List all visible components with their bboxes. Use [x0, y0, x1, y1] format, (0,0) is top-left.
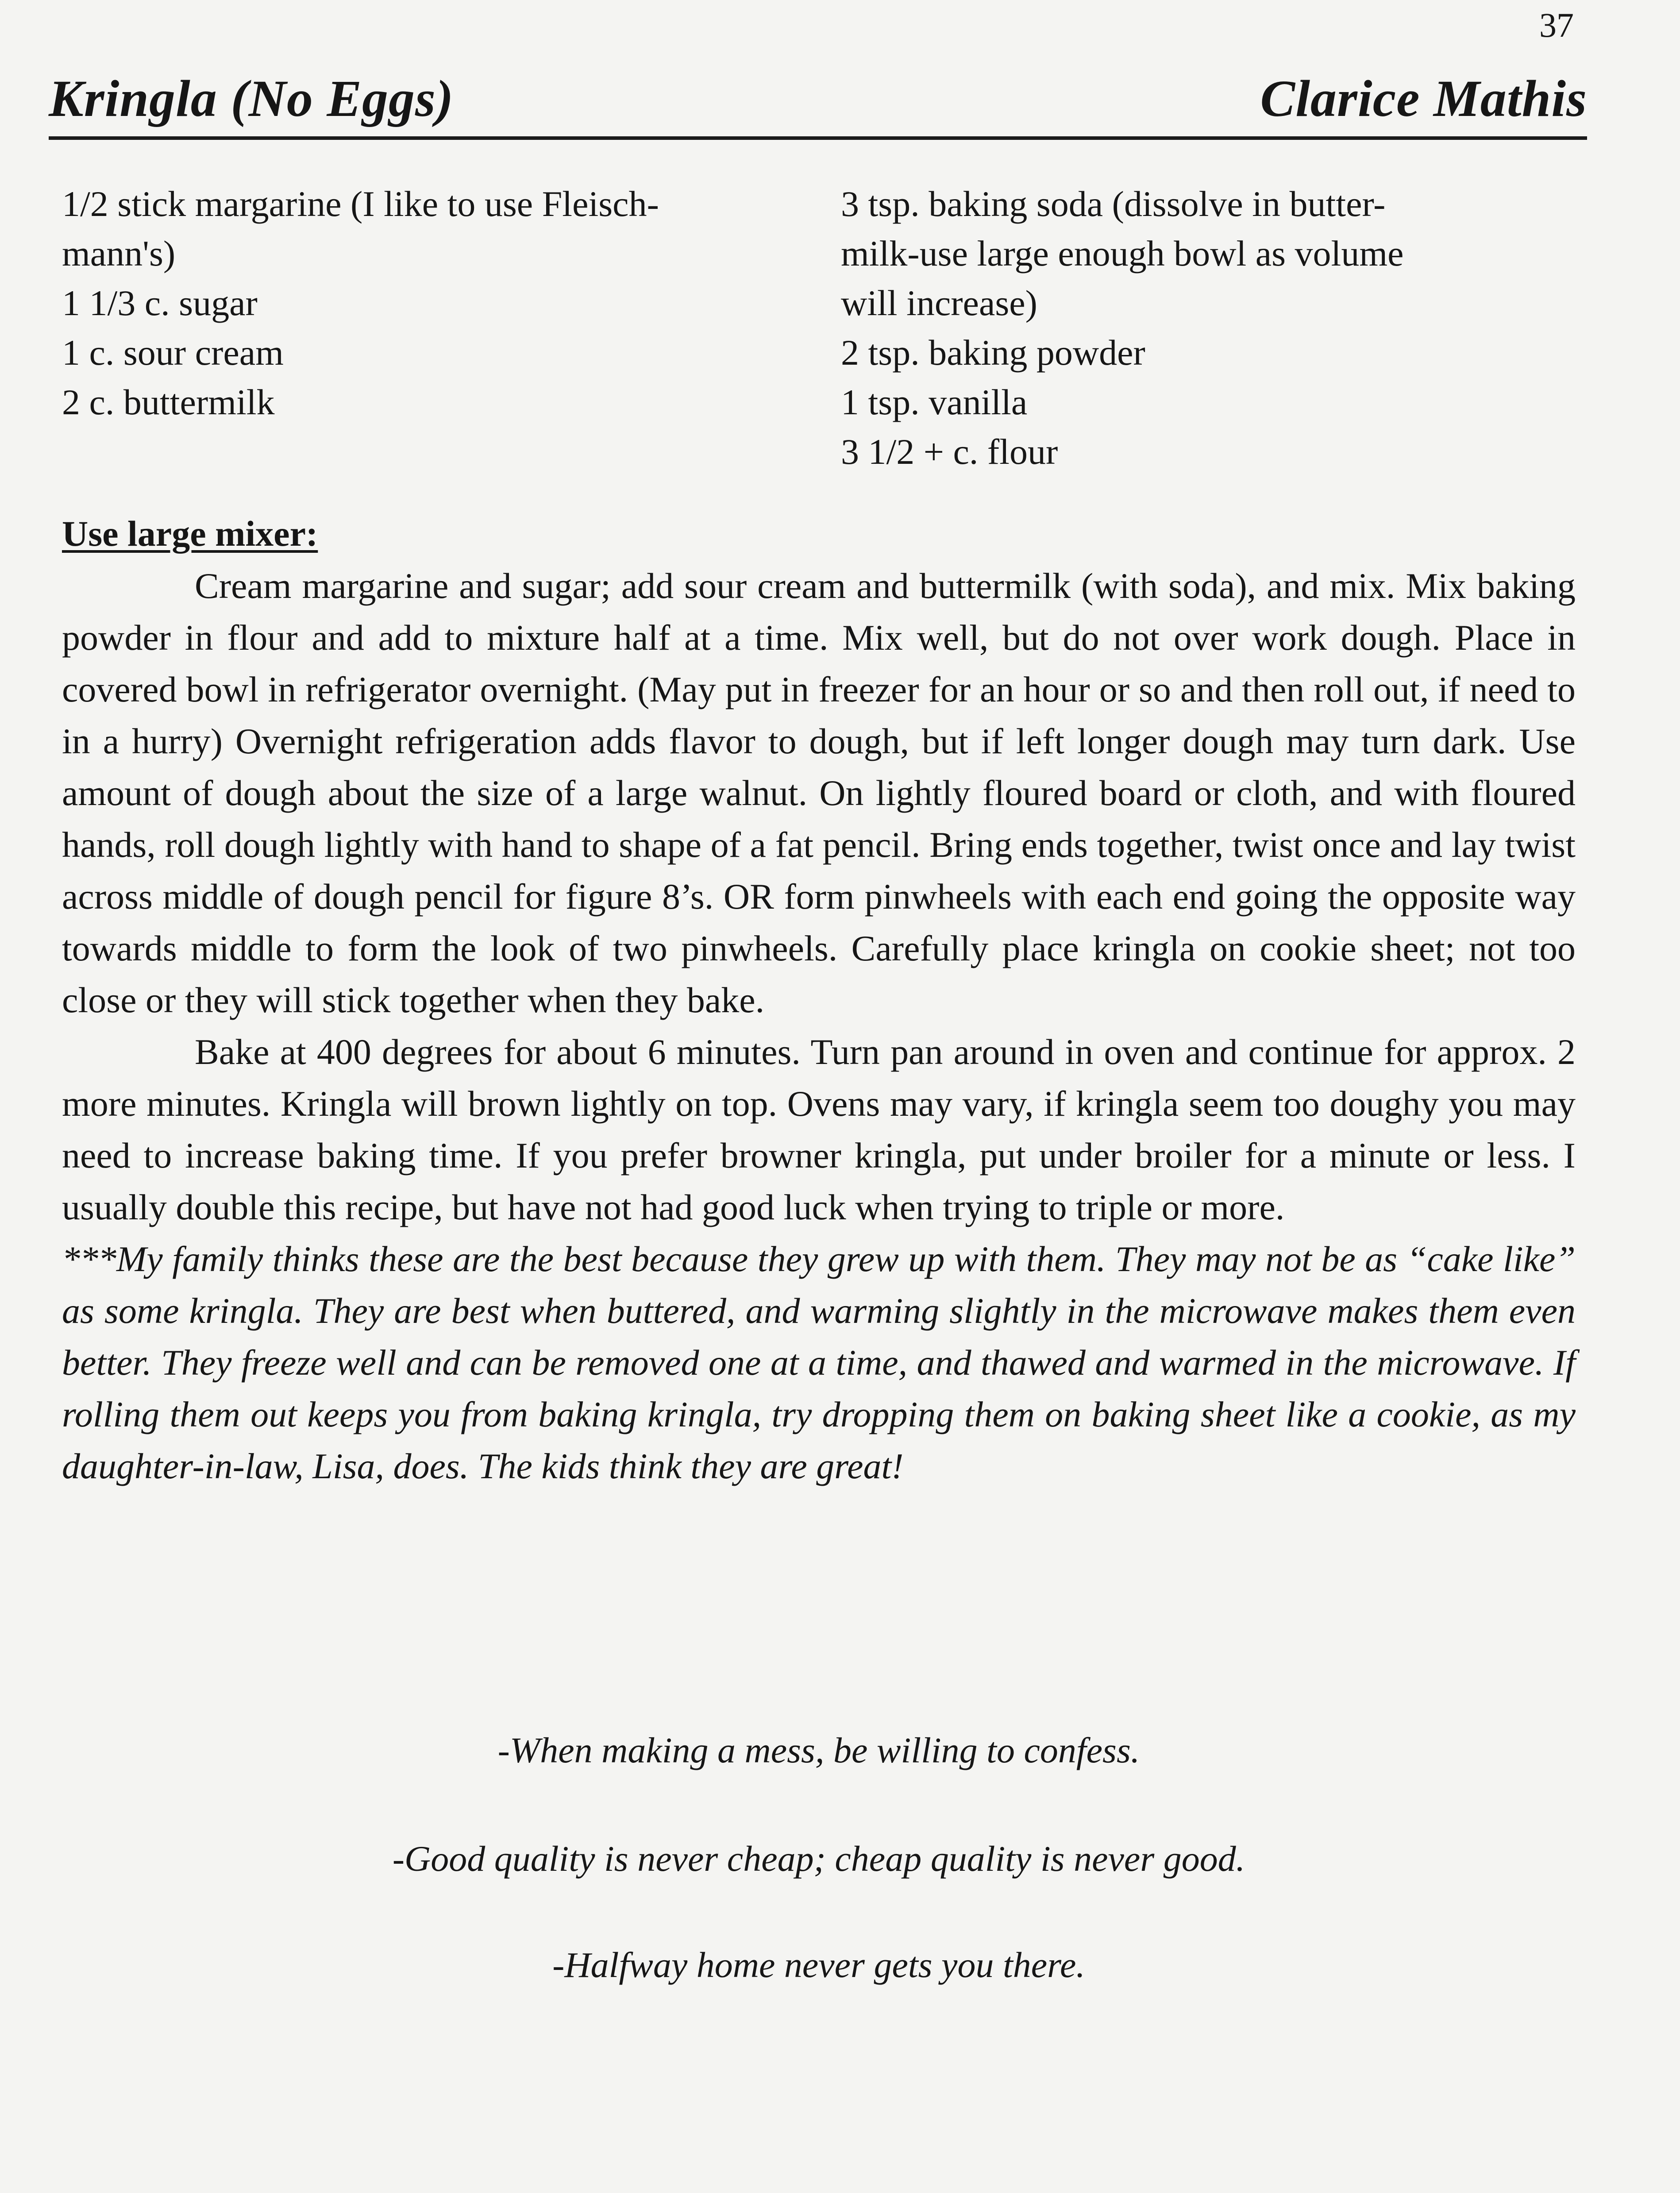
ingredient-line: 1/2 stick margarine (I like to use Fleisch-: [62, 184, 659, 224]
quote: -When making a mess, be willing to confess.: [497, 1730, 1140, 1770]
recipe-author: Clarice Mathis: [1260, 69, 1587, 127]
ingredient-line: 2 tsp. baking powder: [841, 332, 1145, 373]
recipe-header: [49, 70, 1587, 140]
ingredient-line: 2 c. buttermilk: [62, 382, 275, 422]
ingredient-line: 3 1/2 + c. flour: [841, 432, 1058, 472]
instructions-paragraph: Cream margarine and sugar; add sour cream and buttermilk (with soda), and mix. Mix baking powder in flour and add to mixture half at a time. Mix well, but do not over work dough. Place in covered bowl in refrigerator overnight. (May put in freezer for an hour or so and then roll out, if need to in a hurry) Overnight refrigeration adds flavor to dough, but if left longer dough may turn dark. Use amount of dough about the size of a large walnut. On lightly floured board or cloth, and with floured hands, roll dough lightly with hand to shape of a fat pencil. Bring ends together, twist once and lay twist across middle of dough pencil for figure 8’s. OR form pinwheels with each end going the opposite way towards middle to form the look of two pinwheels. Carefully place kringla on cookie sheet; not too close or they will stick together when they bake.: [62, 566, 1576, 1020]
ingredient-line: will increase): [841, 283, 1037, 323]
ingredients-list: [62, 179, 1576, 498]
quote: -Good quality is never cheap; cheap quality is never good.: [392, 1838, 1245, 1879]
page-number: 37: [1539, 6, 1574, 44]
instructions-heading: Use large mixer:: [62, 513, 318, 554]
ingredient-line: mann's): [62, 233, 176, 274]
recipe-title: Kringla (No Eggs): [49, 69, 454, 127]
ingredient-line: 1 1/3 c. sugar: [62, 283, 258, 323]
ingredient-line: 1 c. sour cream: [62, 332, 284, 373]
ingredient-line: milk-use large enough bowl as volume: [841, 233, 1404, 274]
ingredient-line: 1 tsp. vanilla: [841, 382, 1028, 422]
baking-paragraph: Bake at 400 degrees for about 6 minutes. Turn pan around in oven and continue for approx. 2 more minutes. Kringla will brown lightly on top. Ovens may vary, if kringla seem too doughy you may need to increase baking time. If you prefer browner kringla, put under broiler for a minute or less. I usually double this recipe, but have not had good luck when trying to triple or more.: [62, 1032, 1576, 1227]
family-note: ***My family thinks these are the best because they grew up with them. They may not be as “cake like” as some kringla. They are best when buttered, and warming slightly in the microwave makes them even better. They freeze well and can be removed one at a time, and thawed and warmed in the microwave. If rolling them out keeps you from baking kringla, try dropping them on baking sheet like a cookie, as my daughter-in-law, Lisa, does. The kids think they are great!: [62, 1239, 1576, 1486]
instructions-body: [62, 560, 1576, 1492]
ingredients-left-column: [62, 179, 823, 427]
ingredient-line: 3 tsp. baking soda (dissolve in butter-: [841, 184, 1386, 224]
ingredients-right-column: [841, 179, 1558, 477]
quote: -Halfway home never gets you there.: [552, 1945, 1085, 1985]
